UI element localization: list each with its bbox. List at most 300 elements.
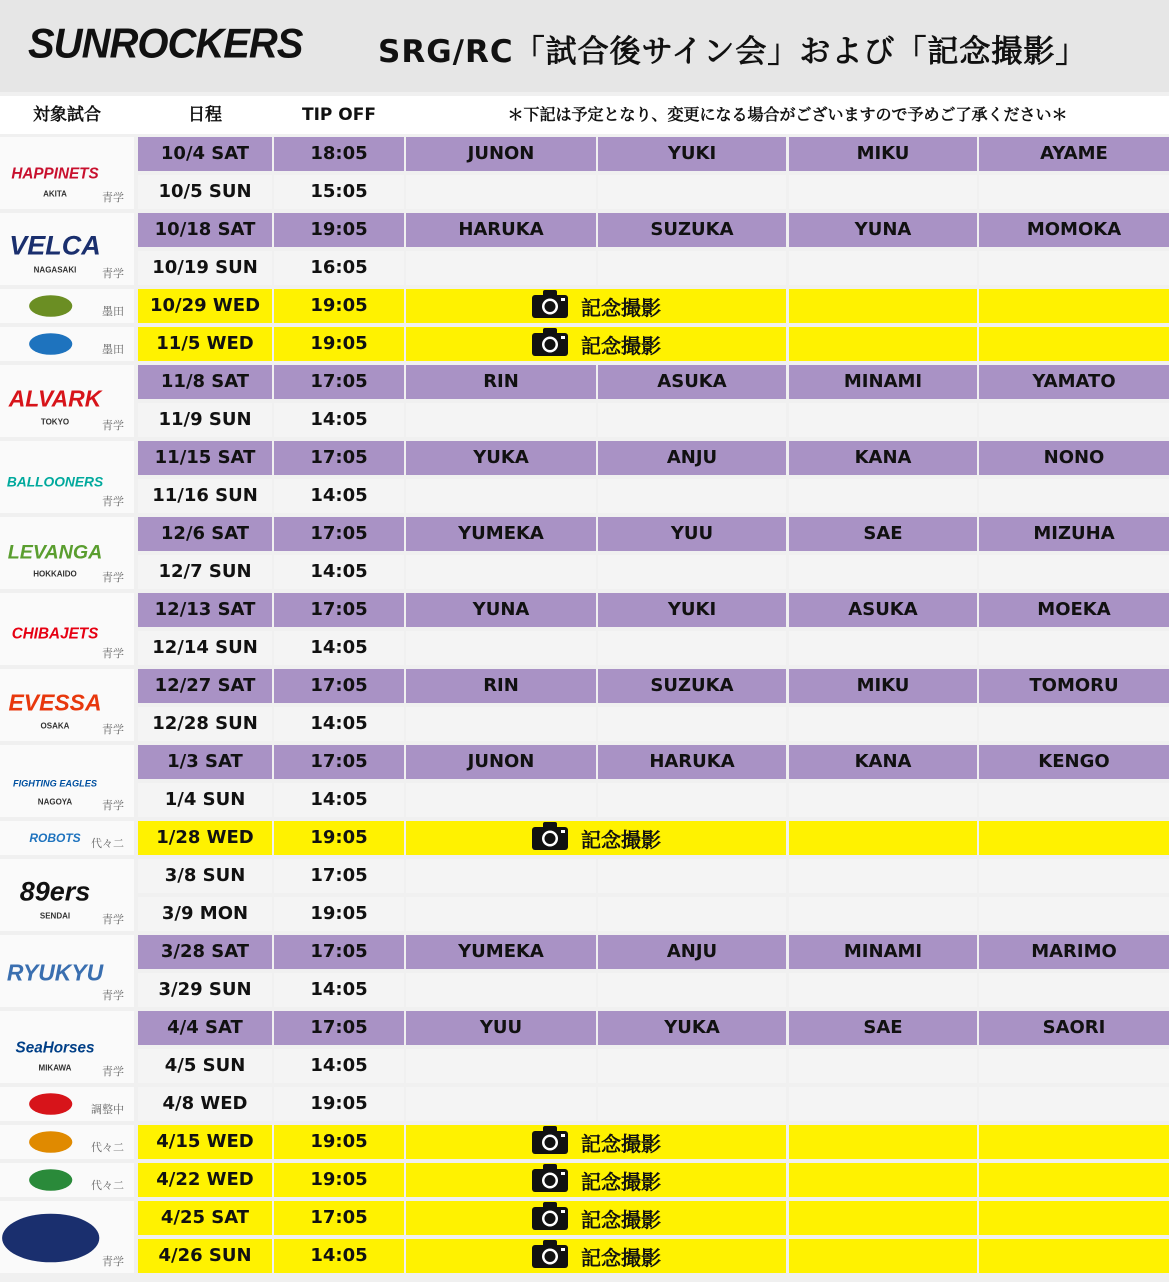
venue-label: 墨田: [102, 305, 124, 318]
empty-cell: [979, 897, 1169, 931]
team-logo-cell: [0, 821, 134, 855]
member-name: MIKU: [789, 137, 977, 171]
member-name: JUNON: [406, 137, 596, 171]
tipoff-time: 19:05: [274, 1087, 404, 1121]
photo-session: [406, 1239, 786, 1273]
game-date: 3/8 SUN: [138, 859, 272, 893]
member-name: SUZUKA: [598, 213, 786, 247]
game-date: 12/27 SAT: [138, 669, 272, 703]
team-emblem-icon: [12, 1211, 98, 1265]
member-name: YUNA: [406, 593, 596, 627]
tipoff-time: 17:05: [274, 365, 404, 399]
team-logo: [10, 145, 100, 203]
game-date: 10/5 SUN: [138, 175, 272, 209]
team-city: AKITA: [43, 189, 67, 199]
venue-label: 代々二: [91, 1179, 124, 1192]
empty-cell: [789, 1125, 977, 1159]
empty-cell: [598, 973, 786, 1007]
game-date: 11/15 SAT: [138, 441, 272, 475]
empty-cell: [789, 1239, 977, 1273]
camera-icon: [531, 821, 569, 856]
photo-label: 記念撮影: [581, 1131, 661, 1156]
empty-cell: [406, 973, 596, 1007]
empty-cell: [979, 1201, 1169, 1235]
photo-label: 記念撮影: [581, 827, 661, 852]
empty-cell: [406, 479, 596, 513]
game-date: 4/5 SUN: [138, 1049, 272, 1083]
game-date: 10/19 SUN: [138, 251, 272, 285]
tipoff-time: 17:05: [274, 1201, 404, 1235]
team-logo-cell: [0, 441, 134, 513]
tipoff-time: 17:05: [274, 517, 404, 551]
game-date: 4/26 SUN: [138, 1239, 272, 1273]
team-emblem-icon: [12, 1168, 98, 1192]
member-name: YUMEKA: [406, 517, 596, 551]
venue-label: 青学: [102, 799, 124, 812]
empty-cell: [598, 631, 786, 665]
team-name: VELCA: [9, 230, 101, 261]
member-name: YUU: [406, 1011, 596, 1045]
photo-session: [406, 1201, 786, 1235]
empty-cell: [789, 289, 977, 323]
empty-cell: [979, 479, 1169, 513]
tipoff-time: 17:05: [274, 1011, 404, 1045]
empty-cell: [789, 783, 977, 817]
team-city: SENDAI: [39, 911, 71, 921]
team-logo-cell: [0, 365, 134, 437]
member-name: MOMOKA: [979, 213, 1169, 247]
venue-label: 青学: [102, 571, 124, 584]
member-name: YUU: [598, 517, 786, 551]
game-date: 4/8 WED: [138, 1087, 272, 1121]
member-name: KANA: [789, 745, 977, 779]
tipoff-time: 17:05: [274, 669, 404, 703]
team-name: ALVARK: [8, 385, 102, 412]
empty-cell: [979, 1163, 1169, 1197]
member-name: YAMATO: [979, 365, 1169, 399]
camera-icon: [531, 289, 569, 324]
team-logo-cell: [0, 327, 134, 361]
game-date: 1/28 WED: [138, 821, 272, 855]
member-name: SUZUKA: [598, 669, 786, 703]
game-date: 1/3 SAT: [138, 745, 272, 779]
member-name: YUNA: [789, 213, 977, 247]
empty-cell: [406, 555, 596, 589]
game-date: 12/13 SAT: [138, 593, 272, 627]
team-emblem-icon: [12, 826, 98, 850]
empty-cell: [979, 783, 1169, 817]
game-date: 10/29 WED: [138, 289, 272, 323]
team-emblem-icon: [8, 679, 102, 733]
game-date: 12/14 SUN: [138, 631, 272, 665]
team-logo: [7, 525, 103, 583]
tipoff-time: 17:05: [274, 593, 404, 627]
game-date: 4/4 SAT: [138, 1011, 272, 1045]
photo-label: 記念撮影: [581, 1245, 661, 1270]
team-logo: [10, 1167, 100, 1193]
empty-cell: [979, 1049, 1169, 1083]
team-logo-cell: [0, 517, 134, 589]
member-name: MINAMI: [789, 935, 977, 969]
team-logo: [10, 677, 100, 735]
empty-cell: [406, 175, 596, 209]
game-date: 3/28 SAT: [138, 935, 272, 969]
empty-cell: [598, 251, 786, 285]
tipoff-time: 14:05: [274, 1049, 404, 1083]
venue-label: 青学: [102, 647, 124, 660]
venue-label: 青学: [102, 419, 124, 432]
empty-cell: [598, 479, 786, 513]
empty-cell: [789, 821, 977, 855]
tipoff-time: 14:05: [274, 479, 404, 513]
empty-cell: [598, 707, 786, 741]
team-name: BALLOONERS: [6, 474, 104, 490]
team-city: TOKYO: [40, 417, 70, 427]
team-logo-cell: [0, 213, 134, 285]
tipoff-time: 17:05: [274, 441, 404, 475]
empty-cell: [979, 327, 1169, 361]
tipoff-time: 18:05: [274, 137, 404, 171]
brand-logo: SUNROCKERS: [28, 20, 303, 68]
empty-cell: [789, 707, 977, 741]
venue-label: 墨田: [102, 343, 124, 356]
empty-cell: [406, 897, 596, 931]
tipoff-time: 17:05: [274, 859, 404, 893]
empty-cell: [406, 631, 596, 665]
match-group: [0, 1011, 1169, 1087]
member-name: RIN: [406, 669, 596, 703]
team-emblem-icon: [7, 527, 103, 581]
member-name: ASUKA: [598, 365, 786, 399]
match-group: [0, 327, 1169, 365]
team-name: LEVANGA: [7, 541, 103, 564]
member-name: YUKA: [406, 441, 596, 475]
col-note: ＊下記は予定となり、変更になる場合がございますので予めご了承ください＊: [507, 105, 1068, 124]
game-date: 11/9 SUN: [138, 403, 272, 437]
member-name: YUKI: [598, 593, 786, 627]
match-group: [0, 821, 1169, 859]
member-name: MIKU: [789, 669, 977, 703]
tipoff-time: 17:05: [274, 745, 404, 779]
empty-cell: [406, 1049, 596, 1083]
member-name: RIN: [406, 365, 596, 399]
venue-label: 青学: [102, 191, 124, 204]
camera-icon: [531, 1125, 569, 1160]
team-emblem-icon: [9, 223, 101, 277]
member-name: NONO: [979, 441, 1169, 475]
team-logo-cell: [0, 1201, 134, 1273]
empty-cell: [598, 783, 786, 817]
venue-label: 青学: [102, 1065, 124, 1078]
tipoff-time: 19:05: [274, 897, 404, 931]
venue-label: 青学: [102, 723, 124, 736]
team-city: NAGOYA: [37, 797, 73, 807]
photo-session: [406, 1163, 786, 1197]
team-emblem-icon: [6, 945, 104, 999]
member-name: TOMORU: [979, 669, 1169, 703]
empty-cell: [979, 289, 1169, 323]
empty-cell: [979, 631, 1169, 665]
venue-label: 青学: [102, 913, 124, 926]
empty-cell: [598, 555, 786, 589]
game-date: 12/7 SUN: [138, 555, 272, 589]
member-name: MOEKA: [979, 593, 1169, 627]
team-name: RYUKYU: [6, 959, 104, 986]
team-emblem-icon: [12, 755, 98, 809]
empty-cell: [789, 859, 977, 893]
empty-cell: [406, 707, 596, 741]
empty-cell: [598, 1049, 786, 1083]
team-logo: [6, 449, 104, 507]
empty-cell: [406, 783, 596, 817]
member-name: MINAMI: [789, 365, 977, 399]
empty-cell: [979, 175, 1169, 209]
tipoff-time: 14:05: [274, 783, 404, 817]
empty-cell: [979, 859, 1169, 893]
empty-cell: [598, 403, 786, 437]
team-city: HOKKAIDO: [33, 569, 77, 579]
tipoff-time: 14:05: [274, 1239, 404, 1273]
game-date: 4/22 WED: [138, 1163, 272, 1197]
team-emblem-icon: [12, 869, 98, 923]
tipoff-time: 16:05: [274, 251, 404, 285]
member-name: MIZUHA: [979, 517, 1169, 551]
col-date: 日程: [188, 105, 222, 125]
member-name: YUKA: [598, 1011, 786, 1045]
venue-label: 青学: [102, 495, 124, 508]
team-logo: [10, 1129, 100, 1155]
team-logo: [10, 293, 100, 319]
tipoff-time: 14:05: [274, 403, 404, 437]
col-tipoff: TIP OFF: [302, 105, 376, 125]
team-name: EVESSA: [8, 689, 102, 716]
game-date: 10/4 SAT: [138, 137, 272, 171]
venue-label: 代々二: [91, 837, 124, 850]
empty-cell: [598, 1087, 786, 1121]
empty-cell: [789, 1201, 977, 1235]
photo-session: [406, 289, 786, 323]
team-emblem-icon: [12, 332, 98, 356]
team-logo: [10, 753, 100, 811]
empty-cell: [598, 175, 786, 209]
photo-session: [406, 821, 786, 855]
team-emblem-icon: [12, 1021, 98, 1075]
empty-cell: [406, 1087, 596, 1121]
camera-icon: [531, 1163, 569, 1198]
member-name: SAORI: [979, 1011, 1169, 1045]
member-name: ANJU: [598, 935, 786, 969]
team-emblem-icon: [12, 1130, 98, 1154]
team-emblem-icon: [12, 603, 98, 657]
match-group: [0, 1201, 1169, 1277]
tipoff-time: 14:05: [274, 973, 404, 1007]
page-title: SRG/RC「試合後サイン会」および「記念撮影」: [378, 34, 1088, 70]
team-logo: [10, 331, 100, 357]
match-group: [0, 213, 1169, 289]
game-date: 4/15 WED: [138, 1125, 272, 1159]
team-name: FIGHTING EAGLES: [13, 778, 97, 789]
header: [0, 0, 1169, 92]
member-name: KENGO: [979, 745, 1169, 779]
empty-cell: [789, 1049, 977, 1083]
tipoff-time: 19:05: [274, 821, 404, 855]
tipoff-time: 19:05: [274, 327, 404, 361]
game-date: 1/4 SUN: [138, 783, 272, 817]
team-logo: [10, 601, 100, 659]
team-logo-cell: [0, 859, 134, 931]
team-logo: [10, 1019, 100, 1077]
team-logo-cell: [0, 593, 134, 665]
empty-cell: [789, 403, 977, 437]
team-logo-cell: [0, 935, 134, 1007]
empty-cell: [979, 821, 1169, 855]
team-name: CHIBAJETS: [11, 625, 99, 643]
empty-cell: [789, 327, 977, 361]
empty-cell: [789, 175, 977, 209]
member-name: AYAME: [979, 137, 1169, 171]
team-logo: [10, 1209, 100, 1267]
empty-cell: [979, 707, 1169, 741]
empty-cell: [979, 1239, 1169, 1273]
team-logo: [10, 1091, 100, 1117]
member-name: YUMEKA: [406, 935, 596, 969]
match-group: [0, 365, 1169, 441]
game-date: 10/18 SAT: [138, 213, 272, 247]
empty-cell: [979, 973, 1169, 1007]
empty-cell: [789, 1163, 977, 1197]
tipoff-time: 19:05: [274, 289, 404, 323]
empty-cell: [406, 403, 596, 437]
game-date: 12/6 SAT: [138, 517, 272, 551]
tipoff-time: 14:05: [274, 555, 404, 589]
empty-cell: [979, 403, 1169, 437]
team-name: SeaHorses: [15, 1039, 95, 1057]
team-city: OSAKA: [40, 721, 70, 731]
empty-cell: [789, 479, 977, 513]
team-emblem-icon: [12, 147, 98, 201]
empty-cell: [598, 897, 786, 931]
empty-cell: [979, 555, 1169, 589]
match-group: [0, 859, 1169, 935]
venue-label: 調整中: [91, 1103, 124, 1116]
member-name: SAE: [789, 1011, 977, 1045]
empty-cell: [979, 251, 1169, 285]
tipoff-time: 15:05: [274, 175, 404, 209]
game-date: 3/29 SUN: [138, 973, 272, 1007]
venue-label: 代々二: [91, 1141, 124, 1154]
team-name: 89ers: [19, 876, 91, 907]
match-group: [0, 517, 1169, 593]
team-logo-cell: [0, 137, 134, 209]
team-emblem-icon: [8, 375, 102, 429]
game-date: 4/25 SAT: [138, 1201, 272, 1235]
match-group: [0, 1163, 1169, 1201]
camera-icon: [531, 1201, 569, 1236]
match-group: [0, 1087, 1169, 1125]
team-name: HAPPINETS: [11, 165, 99, 183]
venue-label: 青学: [102, 1255, 124, 1268]
match-group: [0, 1125, 1169, 1163]
team-logo: [10, 373, 100, 431]
game-date: 11/5 WED: [138, 327, 272, 361]
team-city: NAGASAKI: [33, 265, 77, 275]
team-logo: [10, 867, 100, 925]
team-logo-cell: [0, 745, 134, 817]
tipoff-time: 19:05: [274, 213, 404, 247]
member-name: SAE: [789, 517, 977, 551]
venue-label: 青学: [102, 989, 124, 1002]
tipoff-time: 14:05: [274, 631, 404, 665]
match-group: [0, 289, 1169, 327]
empty-cell: [789, 251, 977, 285]
team-city: MIKAWA: [38, 1063, 72, 1073]
empty-cell: [789, 555, 977, 589]
empty-cell: [979, 1087, 1169, 1121]
member-name: ANJU: [598, 441, 786, 475]
member-name: HARUKA: [406, 213, 596, 247]
empty-cell: [789, 631, 977, 665]
team-logo-cell: [0, 1011, 134, 1083]
match-group: [0, 935, 1169, 1011]
team-logo-cell: [0, 1125, 134, 1159]
col-match: 対象試合: [33, 105, 101, 125]
photo-session: [406, 327, 786, 361]
team-logo: [10, 825, 100, 851]
team-logo: [6, 943, 104, 1001]
camera-icon: [531, 1239, 569, 1274]
tipoff-time: 17:05: [274, 935, 404, 969]
member-name: MARIMO: [979, 935, 1169, 969]
empty-cell: [789, 1087, 977, 1121]
tipoff-time: 19:05: [274, 1163, 404, 1197]
team-emblem-icon: [12, 294, 98, 318]
empty-cell: [979, 1125, 1169, 1159]
game-date: 12/28 SUN: [138, 707, 272, 741]
camera-icon: [531, 327, 569, 362]
photo-label: 記念撮影: [581, 333, 661, 358]
match-group: [0, 441, 1169, 517]
photo-session: [406, 1125, 786, 1159]
member-name: YUKI: [598, 137, 786, 171]
photo-label: 記念撮影: [581, 295, 661, 320]
team-logo: [10, 221, 100, 279]
member-name: HARUKA: [598, 745, 786, 779]
member-name: KANA: [789, 441, 977, 475]
game-date: 3/9 MON: [138, 897, 272, 931]
team-name: ROBOTS: [29, 830, 81, 845]
photo-label: 記念撮影: [581, 1207, 661, 1232]
match-group: [0, 137, 1169, 213]
empty-cell: [789, 897, 977, 931]
member-name: ASUKA: [789, 593, 977, 627]
team-emblem-icon: [6, 451, 104, 505]
team-logo-cell: [0, 1163, 134, 1197]
tipoff-time: 19:05: [274, 1125, 404, 1159]
team-logo-cell: [0, 669, 134, 741]
team-logo-cell: [0, 1087, 134, 1121]
empty-cell: [406, 859, 596, 893]
empty-cell: [789, 973, 977, 1007]
team-emblem-icon: [12, 1092, 98, 1116]
team-logo-cell: [0, 289, 134, 323]
match-group: [0, 593, 1169, 669]
match-group: [0, 669, 1169, 745]
photo-label: 記念撮影: [581, 1169, 661, 1194]
game-date: 11/8 SAT: [138, 365, 272, 399]
member-name: JUNON: [406, 745, 596, 779]
empty-cell: [406, 251, 596, 285]
tipoff-time: 14:05: [274, 707, 404, 741]
